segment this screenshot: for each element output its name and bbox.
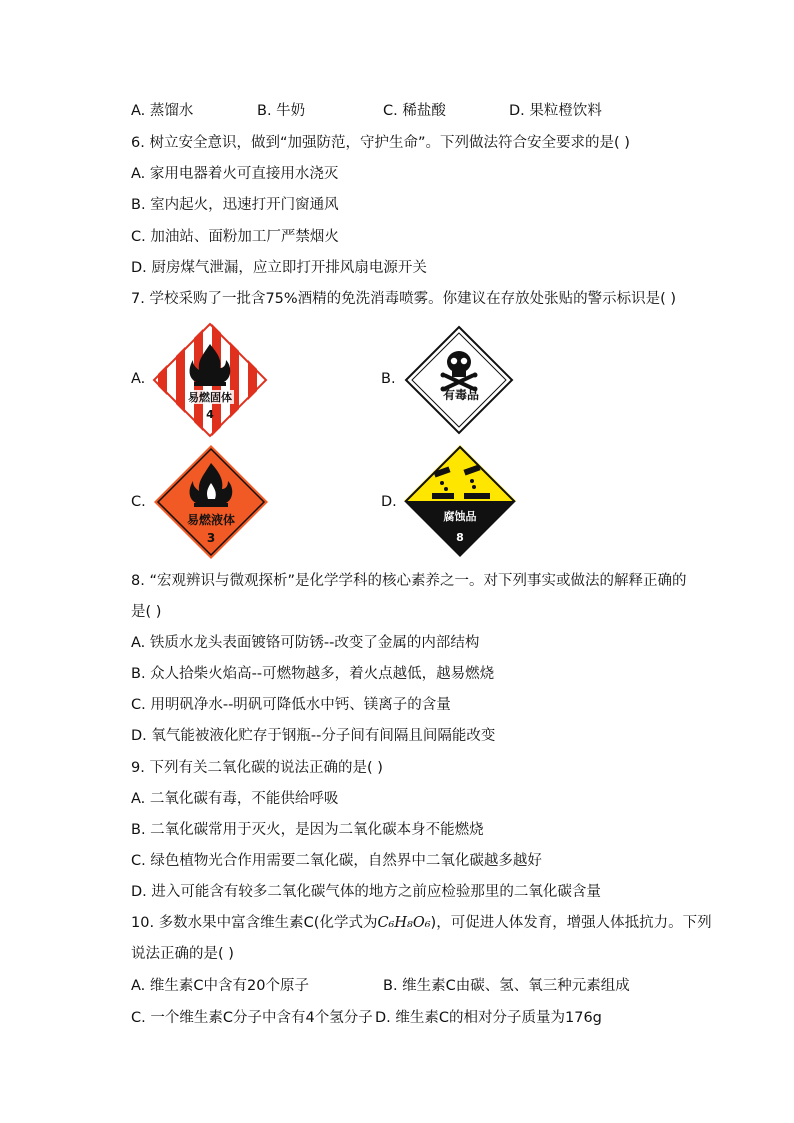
sign-d-number: 8 [456, 531, 464, 544]
q10-formula: C₆H₈O₆ [377, 915, 431, 931]
q5-option-b: B. 牛奶 [257, 103, 306, 119]
q6-option-a: A. 家用电器着火可直接用水浇灭 [131, 166, 339, 182]
flammable-solid-sign [150, 320, 270, 440]
sign-c-text: 易燃液体 [186, 513, 236, 527]
sign-a-number: 4 [206, 408, 214, 421]
q9-stem: 9. 下列有关二氧化碳的说法正确的是( ) [131, 760, 383, 776]
q10-stem-pre: 10. 多数水果中富含维生素C(化学式为 [131, 915, 378, 931]
flammable-liquid-sign [152, 443, 270, 561]
sign-a-text: 易燃固体 [188, 391, 232, 404]
q8-stem-line1: 8. “宏观辨识与微观探析”是化学学科的核心素养之一。对下列事实或做法的解释正确的 [131, 573, 687, 589]
toxic-sign [404, 325, 514, 435]
sign-c-number: 3 [206, 531, 216, 545]
q8-option-b: B. 众人拾柴火焰高--可燃物越多，着火点越低，越易燃烧 [131, 666, 495, 682]
sign-d-text: 腐蚀品 [443, 510, 477, 523]
q10-option-d: D. 维生素C的相对分子质量为176g [375, 1010, 602, 1026]
q8-stem-line2: 是( ) [131, 604, 162, 620]
q7-option-d-label: D. [381, 494, 397, 510]
q6-option-b: B. 室内起火，迅速打开门窗通风 [131, 197, 339, 213]
q9-option-c: C. 绿色植物光合作用需要二氧化碳，自然界中二氧化碳越多越好 [131, 853, 542, 869]
q7-option-a-label: A. [131, 371, 146, 387]
q8-option-c: C. 用明矾净水--明矾可降低水中钙、镁离子的含量 [131, 697, 451, 713]
q6-stem: 6. 树立安全意识，做到“加强防范，守护生命”。下列做法符合安全要求的是( ) [131, 135, 630, 151]
q7-stem: 7. 学校采购了一批含75%酒精的免洗消毒喷雾。你建议在存放处张贴的警示标识是( ) [131, 291, 677, 307]
q9-option-a: A. 二氧化碳有毒，不能供给呼吸 [131, 791, 339, 807]
q10-stem-line1 [131, 913, 712, 933]
q10-option-b: B. 维生素C由碳、氢、氧三种元素组成 [383, 978, 630, 994]
q9-option-b: B. 二氧化碳常用于灭火，是因为二氧化碳本身不能燃烧 [131, 822, 484, 838]
corrosive-sign [402, 443, 518, 559]
q6-option-c: C. 加油站、面粉加工厂严禁烟火 [131, 229, 339, 245]
q10-option-c: C. 一个维生素C分子中含有4个氢分子 [131, 1010, 373, 1026]
q10-stem-line2: 说法正确的是( ) [131, 946, 234, 962]
q5-option-d: D. 果粒橙饮料 [509, 103, 602, 119]
sign-b-text: 有毒品 [442, 388, 480, 402]
q10-stem-post: )，可促进人体发育，增强人体抵抗力。下列 [430, 915, 712, 931]
q5-option-c: C. 稀盐酸 [383, 103, 446, 119]
q8-option-a: A. 铁质水龙头表面镀铬可防锈--改变了金属的内部结构 [131, 635, 480, 651]
q7-option-c-label: C. [131, 494, 146, 510]
q6-option-d: D. 厨房煤气泄漏，应立即打开排风扇电源开关 [131, 260, 427, 276]
q9-option-d: D. 进入可能含有较多二氧化碳气体的地方之前应检验那里的二氧化碳含量 [131, 884, 601, 900]
q7-option-b-label: B. [381, 371, 396, 387]
q8-option-d: D. 氧气能被液化贮存于钢瓶--分子间有间隔且间隔能改变 [131, 728, 496, 744]
q5-option-a: A. 蒸馏水 [131, 103, 194, 119]
q10-option-a: A. 维生素C中含有20个原子 [131, 978, 309, 994]
